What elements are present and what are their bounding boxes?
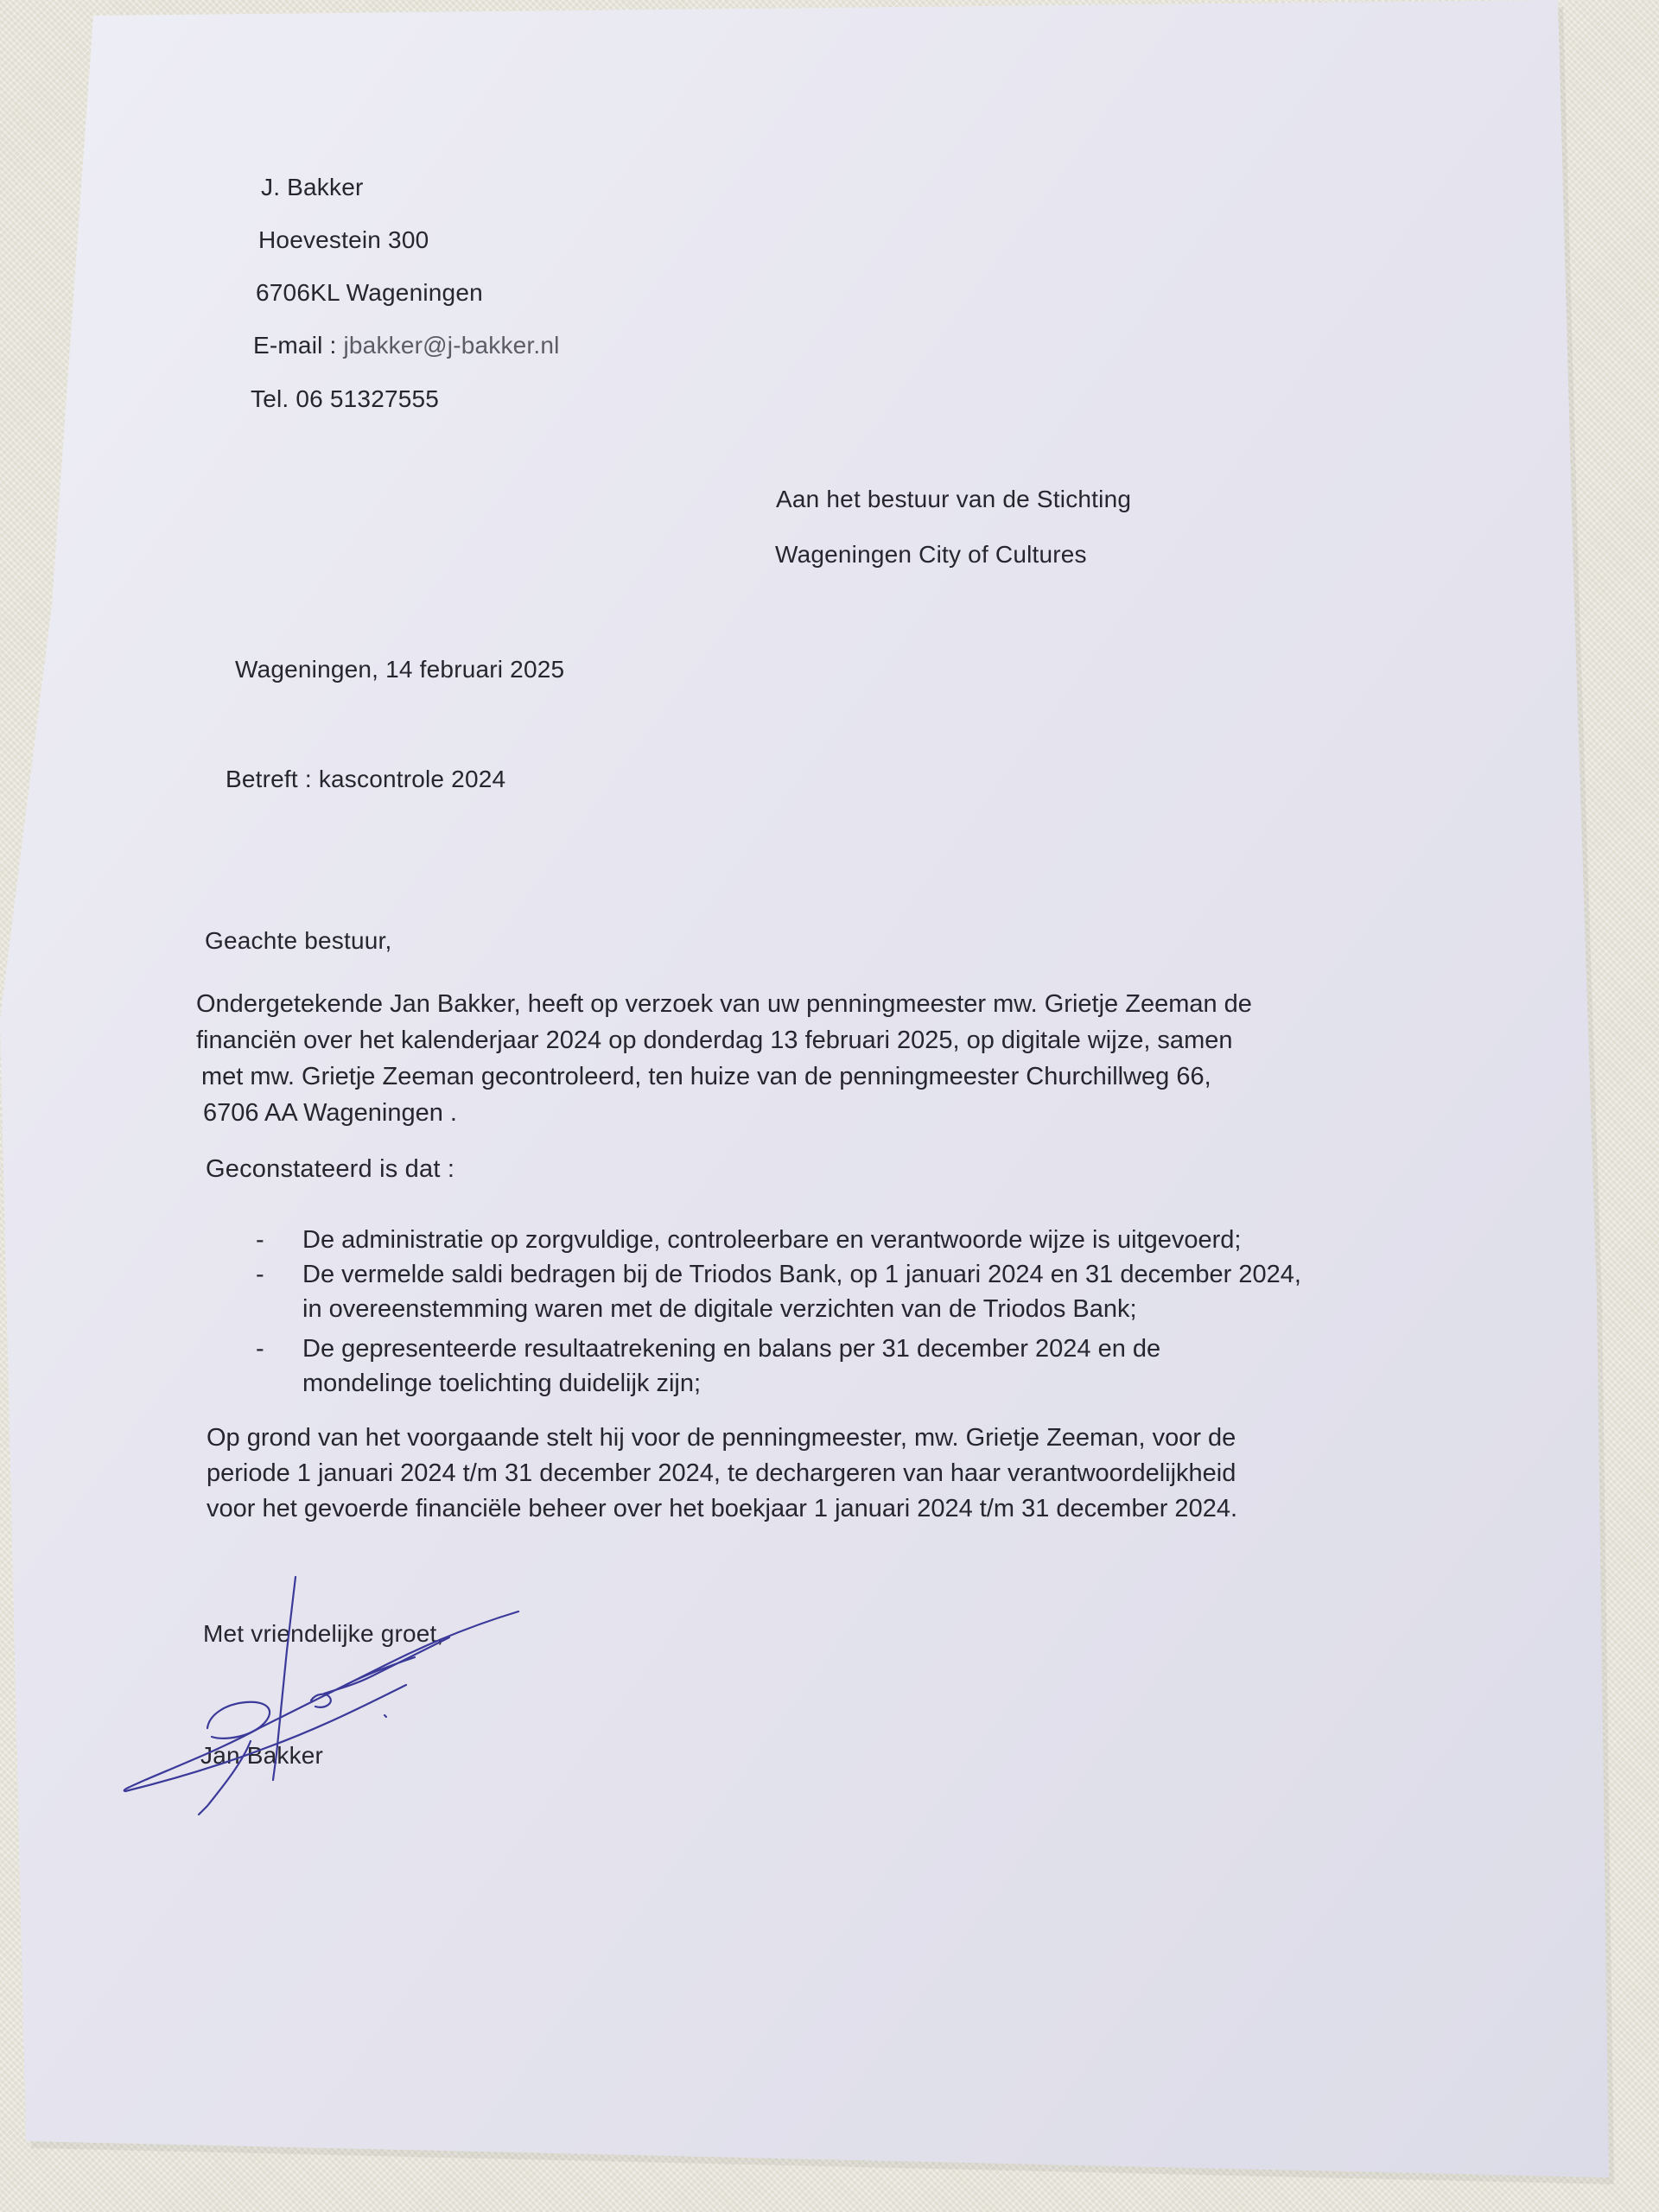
bullet-marker: -	[256, 1261, 264, 1288]
finding-line: De administratie op zorgvuldige, controleerbare en verantwoorde wijze is uitgevoerd;	[302, 1226, 1242, 1254]
sender-name: J. Bakker	[261, 174, 364, 200]
intro-line: met mw. Grietje Zeeman gecontroleerd, ten huize van de penningmeester Churchillweg 66,	[201, 1063, 1211, 1090]
finding-line: in overeenstemming waren met de digitale verzichten van de Triodos Bank;	[302, 1295, 1137, 1323]
finding-line: De vermelde saldi bedragen bij de Triodos Bank, op 1 januari 2024 en 31 december 2024,	[302, 1261, 1301, 1288]
finding-line: De gepresenteerde resultaatrekening en balans per 31 december 2024 en de	[302, 1335, 1161, 1363]
sender-email-label: E-mail :	[253, 332, 337, 359]
salutation: Geachte bestuur,	[205, 927, 392, 954]
sender-street: Hoevestein 300	[258, 226, 429, 253]
signatory-name: Jan Bakker	[200, 1742, 324, 1769]
recipient-line-2: Wageningen City of Cultures	[775, 541, 1087, 568]
place-date: Wageningen, 14 februari 2025	[235, 656, 565, 683]
recipient-line-1: Aan het bestuur van de Stichting	[776, 486, 1132, 512]
intro-line: Ondergetekende Jan Bakker, heeft op verzoek van uw penningmeester mw. Grietje Zeeman de	[196, 990, 1252, 1018]
sender-email: jbakker@j-bakker.nl	[343, 332, 560, 359]
closing: Met vriendelijke groet,	[203, 1620, 444, 1647]
conclusion-paragraph	[207, 1421, 1237, 1527]
handwritten-signature	[104, 1555, 553, 1849]
conclusion-line: Op grond van het voorgaande stelt hij voor de penningmeester, mw. Grietje Zeeman, voor de	[207, 1424, 1236, 1452]
intro-line: financiën over het kalenderjaar 2024 op donderdag 13 februari 2025, op digitale wijze, samen	[196, 1027, 1233, 1054]
conclusion-line: voor het gevoerde financiële beheer over het boekjaar 1 januari 2024 t/m 31 december 2024.	[207, 1495, 1238, 1522]
bullet-marker: -	[256, 1335, 264, 1363]
sender-email-line	[253, 334, 560, 358]
subject-line: Betreft : kascontrole 2024	[226, 766, 506, 792]
conclusion-line: periode 1 januari 2024 t/m 31 december 2024, te dechargeren van haar verantwoordelijkheid	[207, 1459, 1236, 1487]
sender-city: 6706KL Wageningen	[256, 279, 483, 306]
finding-line: mondelinge toelichting duidelijk zijn;	[302, 1370, 702, 1397]
intro-line: 6706 AA Wageningen .	[203, 1099, 457, 1127]
findings-heading: Geconstateerd is dat :	[206, 1155, 455, 1183]
intro-paragraph	[196, 986, 1252, 1131]
bullet-marker: -	[256, 1226, 264, 1254]
sender-phone: Tel. 06 51327555	[251, 385, 440, 412]
